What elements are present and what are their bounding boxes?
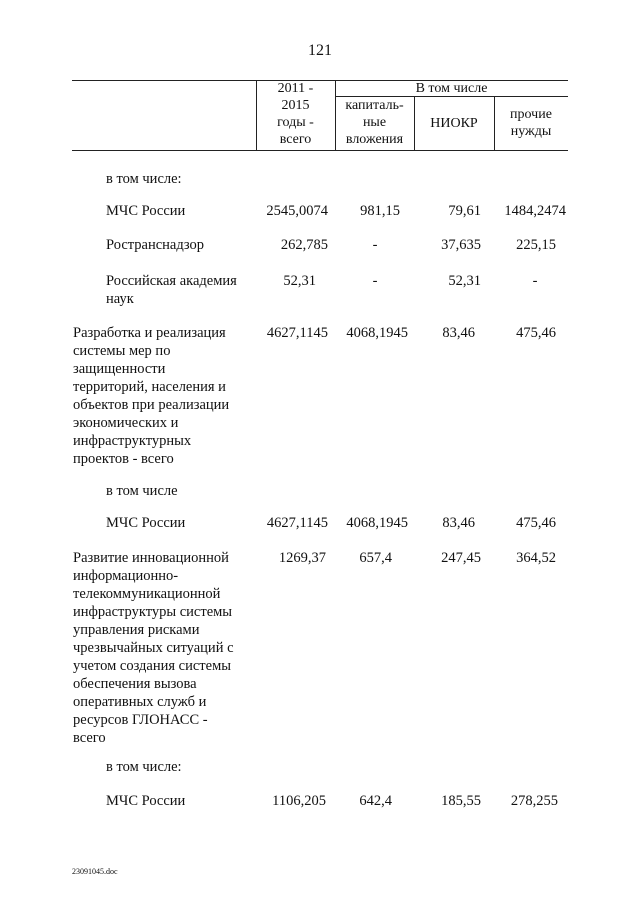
cell-other: 475,46 bbox=[516, 325, 556, 341]
header-capital: капиталь- ные вложения bbox=[345, 98, 404, 147]
cell-capital: 657,4 bbox=[359, 550, 392, 566]
cell-total: 4627,1145 bbox=[266, 325, 328, 341]
row-label: МЧС России bbox=[106, 203, 186, 219]
cell-niokr: 79,61 bbox=[448, 203, 481, 219]
cell-total: 262,785 bbox=[280, 237, 328, 253]
cell-capital: 642,4 bbox=[359, 793, 392, 809]
row-label: Развитие инновационной информационно- телекоммуникационной инфраструктуры системы управления рисками чрезвычайных ситуаций с учетом создания системы обеспечения вызова оперативных служб и ресурсов ГЛОНАСС - всего bbox=[73, 550, 234, 746]
header-total: 2011 - 2015 годы - всего bbox=[277, 81, 314, 147]
header-other: прочие нужды bbox=[510, 107, 552, 139]
cell-total: 2545,0074 bbox=[266, 203, 328, 219]
row-label: МЧС России bbox=[106, 793, 186, 809]
row-label: МЧС России bbox=[106, 515, 186, 531]
row-label: в том числе bbox=[106, 483, 178, 499]
header-niokr: НИОКР bbox=[430, 116, 478, 131]
header-group: В том числе bbox=[415, 81, 488, 96]
page-number: 121 bbox=[308, 42, 332, 59]
cell-niokr: 83,46 bbox=[442, 325, 475, 341]
cell-other: 364,52 bbox=[516, 550, 556, 566]
cell-other: 278,255 bbox=[510, 793, 558, 809]
cell-niokr: 247,45 bbox=[441, 550, 481, 566]
cell-capital: 4068,1945 bbox=[346, 325, 408, 341]
cell-capital: - bbox=[372, 273, 378, 289]
row-label: в том числе: bbox=[106, 759, 182, 775]
cell-other: 475,46 bbox=[516, 515, 556, 531]
cell-niokr: 52,31 bbox=[448, 273, 481, 289]
cell-total: 1106,205 bbox=[272, 793, 326, 809]
cell-other: - bbox=[532, 273, 538, 289]
document-filename: 23091045.doc bbox=[72, 867, 118, 876]
cell-niokr: 185,55 bbox=[441, 793, 481, 809]
cell-capital: 981,15 bbox=[360, 203, 400, 219]
row-label: Ространснадзор bbox=[106, 237, 205, 253]
cell-capital: - bbox=[372, 237, 378, 253]
cell-total: 1269,37 bbox=[278, 550, 326, 566]
cell-niokr: 37,635 bbox=[441, 237, 481, 253]
cell-total: 52,31 bbox=[283, 273, 316, 289]
cell-capital: 4068,1945 bbox=[346, 515, 408, 531]
cell-other: 225,15 bbox=[516, 237, 556, 253]
row-label: в том числе: bbox=[106, 171, 182, 187]
cell-other: 1484,2474 bbox=[504, 203, 566, 219]
cell-niokr: 83,46 bbox=[442, 515, 475, 531]
cell-total: 4627,1145 bbox=[266, 515, 328, 531]
row-label: Разработка и реализация системы мер по защищенности территорий, населения и объектов при реализации экономических и инфраструктурных проектов - всего bbox=[73, 325, 230, 467]
row-label: Российская академия наук bbox=[106, 273, 237, 307]
